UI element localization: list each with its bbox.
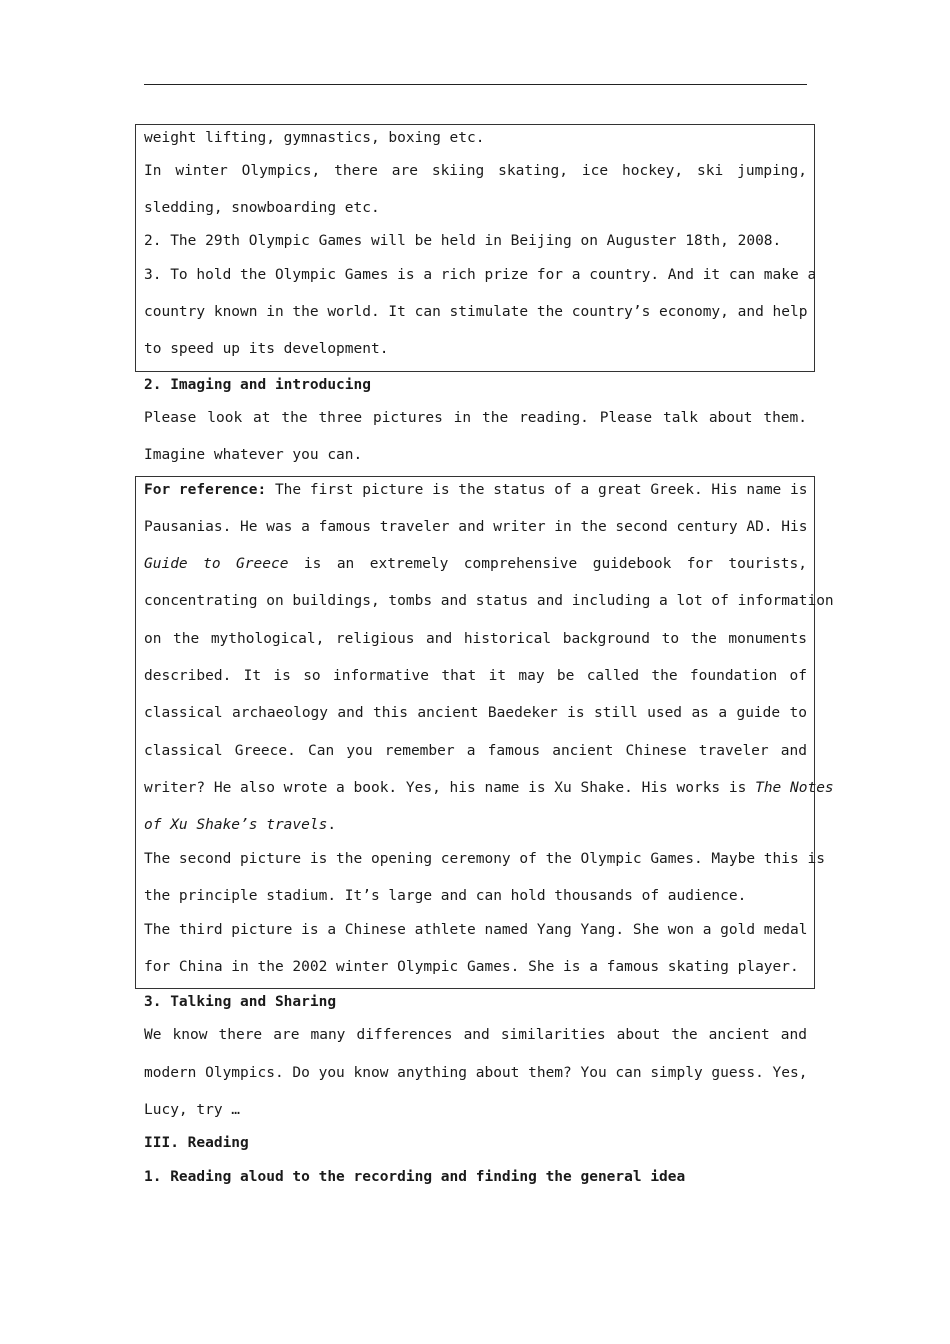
section-heading: III. Reading [144, 1135, 249, 1151]
box1-line-4: 2. The 29th Olympic Games will be held in Beijing on Auguster 18th, 2008. [144, 233, 782, 249]
box2-line-14: for China in the 2002 winter Olympic Games. She is a famous skating player. [144, 959, 799, 975]
box2-line-13: The third picture is a Chinese athlete named Yang Yang. She won a gold medal [144, 922, 808, 938]
section-heading: 3. Talking and Sharing [144, 994, 337, 1010]
book-title: of Xu Shake’s travels [144, 817, 328, 833]
box1-line-2: In winter Olympics, there are skiing skating, ice hockey, ski jumping, [144, 163, 807, 179]
box1-line-5: 3. To hold the Olympic Games is a rich prize for a country. And it can make a [144, 267, 817, 283]
paragraph-line: Lucy, try … [144, 1102, 241, 1118]
box2-line-5: on the mythological, religious and historical background to the monuments [144, 631, 807, 647]
subsection-heading: 1. Reading aloud to the recording and finding the general idea [144, 1169, 686, 1185]
paragraph-line: modern Olympics. Do you know anything about them? You can simply guess. Yes, [144, 1065, 808, 1081]
book-title: Guide to Greece [144, 556, 289, 572]
box2-line-12: the principle stadium. It’s large and can hold thousands of audience. [144, 888, 747, 904]
reference-box [135, 476, 834, 989]
box2-text: writer? He also wrote a book. Yes, his name is Xu Shake. His works is [144, 780, 756, 796]
box2-line-1 [144, 480, 807, 500]
box2-line-6: described. It is so informative that it may be called the foundation of [144, 668, 807, 684]
paragraph-line: Imagine whatever you can. [144, 447, 363, 463]
book-title: The Notes [755, 780, 834, 796]
box2-line-3 [144, 554, 807, 574]
section-heading: 2. Imaging and introducing [144, 377, 371, 393]
box2-line-11: The second picture is the opening ceremony of the Olympic Games. Maybe this is [144, 851, 825, 867]
paragraph-line: We know there are many differences and similarities about the ancient and [144, 1027, 807, 1043]
box1-line-7: to speed up its development. [144, 341, 389, 357]
box1-line-1: weight lifting, gymnastics, boxing etc. [144, 130, 485, 146]
box2-line-2: Pausanias. He was a famous traveler and writer in the second century AD. His [144, 519, 808, 535]
reference-label: For reference: [144, 482, 267, 498]
box2-text: The first picture is the status of a great Greek. His name is [266, 482, 808, 498]
box2-text: . [327, 817, 337, 833]
box2-line-10 [144, 815, 336, 835]
box2-line-9 [144, 778, 834, 798]
box1-line-6: country known in the world. It can stimulate the country’s economy, and help [144, 304, 808, 320]
box2-text: is an extremely comprehensive guidebook for tourists, [288, 556, 807, 572]
header-rule [144, 84, 807, 85]
box2-line-4: concentrating on buildings, tombs and status and including a lot of information [144, 593, 834, 609]
paragraph-line: Please look at the three pictures in the reading. Please talk about them. [144, 410, 807, 426]
box2-line-7: classical archaeology and this ancient Baedeker is still used as a guide to [144, 705, 807, 721]
box2-line-8: classical Greece. Can you remember a famous ancient Chinese traveler and [144, 743, 807, 759]
box1-line-3: sledding, snowboarding etc. [144, 200, 380, 216]
